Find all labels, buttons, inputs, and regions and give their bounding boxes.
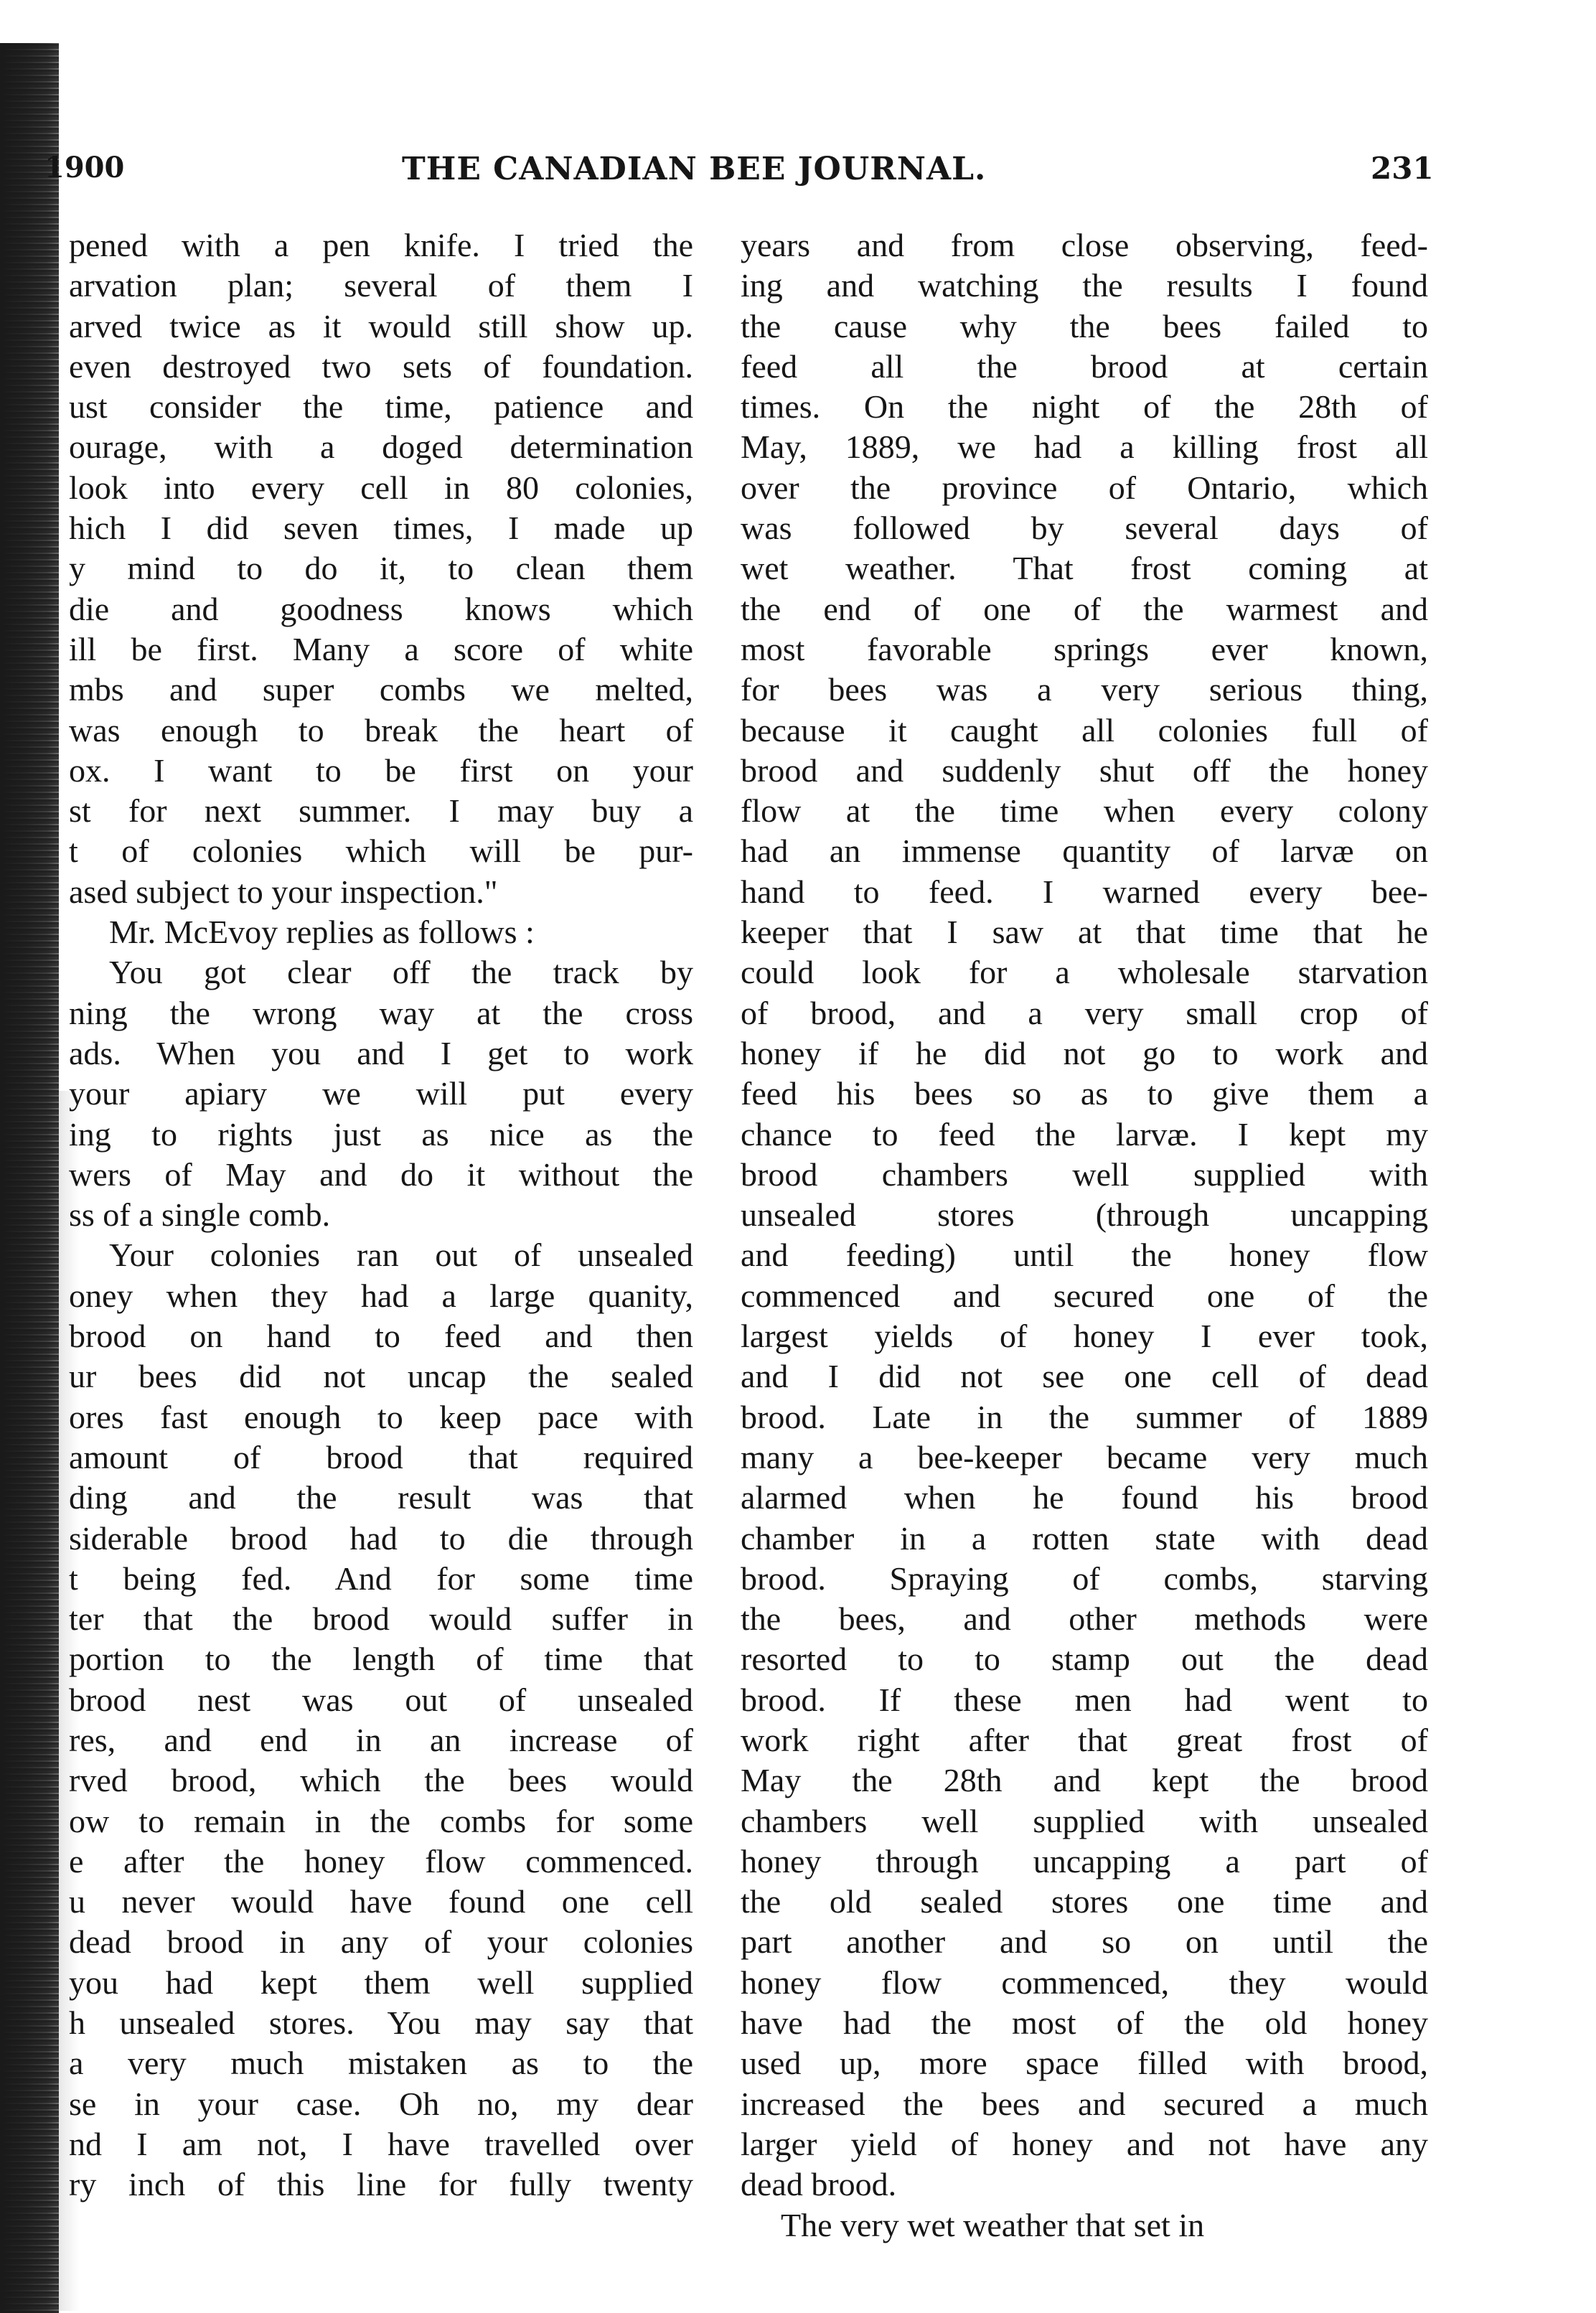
text-line: ning the wrong way at the cross bbox=[69, 994, 693, 1031]
page-number: 231 bbox=[1371, 151, 1434, 186]
text-line: unsealed stores (through uncapping bbox=[741, 1196, 1428, 1234]
text-line: brood. Late in the summer of 1889 bbox=[741, 1398, 1428, 1435]
text-line: ur bees did not uncap the sealed bbox=[69, 1358, 693, 1395]
text-line: commenced and secured one of the bbox=[741, 1277, 1428, 1314]
right-column bbox=[741, 225, 1428, 2246]
text-line: the bees, and other methods were bbox=[741, 1600, 1428, 1638]
text-line: chamber in a rotten state with dead bbox=[741, 1519, 1428, 1557]
text-line: resorted to to stamp out the dead bbox=[741, 1641, 1428, 1678]
text-line: feed his bees so as to give them a bbox=[741, 1075, 1428, 1112]
text-line: ourage, with a doged determination bbox=[69, 428, 693, 466]
text-line: The very wet weather that set in bbox=[781, 2206, 1205, 2243]
text-line: chance to feed the larvæ. I kept my bbox=[741, 1115, 1428, 1153]
text-line: ads. When you and I get to work bbox=[69, 1034, 693, 1071]
text-line: t being fed. And for some time bbox=[69, 1559, 693, 1597]
text-line: part another and so on until the bbox=[741, 1923, 1428, 1961]
text-line: ased subject to your inspection." bbox=[69, 873, 498, 910]
header-year: 1900 bbox=[44, 151, 125, 184]
text-line: die and goodness knows which bbox=[69, 590, 693, 627]
text-line: and I did not see one cell of dead bbox=[741, 1358, 1428, 1395]
text-line: brood on hand to feed and then bbox=[69, 1318, 693, 1355]
text-line: portion to the length of time that bbox=[69, 1641, 693, 1678]
text-line: hand to feed. I warned every bee- bbox=[741, 873, 1428, 910]
text-line: have had the most of the old honey bbox=[741, 2004, 1428, 2042]
text-line: keeper that I saw at that time that he bbox=[741, 914, 1428, 951]
text-line: honey if he did not go to work and bbox=[741, 1034, 1428, 1071]
text-line: larger yield of honey and not have any bbox=[741, 2125, 1428, 2162]
text-line: brood. Spraying of combs, starving bbox=[741, 1559, 1428, 1597]
text-line: pened with a pen knife. I tried the bbox=[69, 227, 693, 263]
text-line: ry inch of this line for fully twenty bbox=[69, 2166, 693, 2203]
text-line: ing and watching the results I found bbox=[741, 267, 1428, 304]
text-line: rved brood, which the bees would bbox=[69, 1762, 693, 1799]
text-line: t of colonies which will be pur- bbox=[69, 832, 693, 870]
text-line: feed all the brood at certain bbox=[741, 347, 1428, 385]
text-line: ss of a single comb. bbox=[69, 1196, 331, 1234]
text-line: even destroyed two sets of foundation. bbox=[69, 347, 693, 385]
text-line: May the 28th and kept the brood bbox=[741, 1762, 1428, 1799]
text-line: ill be first. Many a score of white bbox=[69, 630, 693, 667]
text-line: May, 1889, we had a killing frost all bbox=[741, 428, 1428, 466]
left-column bbox=[69, 225, 693, 2205]
text-line: was enough to break the heart of bbox=[69, 711, 693, 749]
text-line: used up, more space filled with brood, bbox=[741, 2045, 1428, 2082]
text-line: You got clear off the track by bbox=[109, 954, 693, 991]
text-line: many a bee-keeper became very much bbox=[741, 1438, 1428, 1475]
text-line: honey flow commenced, they would bbox=[741, 1964, 1428, 2001]
text-line: Your colonies ran out of unsealed bbox=[109, 1237, 693, 1274]
text-line: ing to rights just as nice as the bbox=[69, 1115, 693, 1153]
text-line: most favorable springs ever known, bbox=[741, 630, 1428, 667]
journal-title: THE CANADIAN BEE JOURNAL. bbox=[402, 151, 987, 187]
text-line: wet weather. That frost coming at bbox=[741, 550, 1428, 587]
text-line: y mind to do it, to clean them bbox=[69, 550, 693, 587]
text-line: of brood, and a very small crop of bbox=[741, 994, 1428, 1031]
text-line: the old sealed stores one time and bbox=[741, 1883, 1428, 1920]
text-line: hich I did seven times, I made up bbox=[69, 510, 693, 547]
text-line: chambers well supplied with unsealed bbox=[741, 1802, 1428, 1839]
text-line: a very much mistaken as to the bbox=[69, 2045, 693, 2082]
text-line: e after the honey flow commenced. bbox=[69, 1842, 693, 1880]
text-line: for bees was a very serious thing, bbox=[741, 671, 1428, 708]
text-line: had an immense quantity of larvæ on bbox=[741, 832, 1428, 870]
text-line: flow at the time when every colony bbox=[741, 792, 1428, 830]
text-line: ust consider the time, patience and bbox=[69, 388, 693, 426]
text-line: times. On the night of the 28th of bbox=[741, 388, 1428, 426]
text-line: u never would have found one cell bbox=[69, 1883, 693, 1920]
text-line: ow to remain in the combs for some bbox=[69, 1802, 693, 1839]
text-line: was followed by several days of bbox=[741, 510, 1428, 547]
text-line: because it caught all colonies full of bbox=[741, 711, 1428, 749]
text-line: brood nest was out of unsealed bbox=[69, 1681, 693, 1718]
text-line: honey through uncapping a part of bbox=[741, 1842, 1428, 1880]
text-line: se in your case. Oh no, my dear bbox=[69, 2085, 693, 2122]
text-line: over the province of Ontario, which bbox=[741, 469, 1428, 506]
text-line: ores fast enough to keep pace with bbox=[69, 1398, 693, 1435]
text-line: your apiary we will put every bbox=[69, 1075, 693, 1112]
text-line: amount of brood that required bbox=[69, 1438, 693, 1475]
text-line: res, and end in an increase of bbox=[69, 1721, 693, 1758]
text-line: oney when they had a large quanity, bbox=[69, 1277, 693, 1314]
text-line: ter that the brood would suffer in bbox=[69, 1600, 693, 1638]
text-line: look into every cell in 80 colonies, bbox=[69, 469, 693, 506]
text-line: brood and suddenly shut off the honey bbox=[741, 751, 1428, 789]
text-line: brood chambers well supplied with bbox=[741, 1155, 1428, 1193]
text-line: nd I am not, I have travelled over bbox=[69, 2125, 693, 2162]
running-head bbox=[0, 151, 1596, 194]
text-line: the cause why the bees failed to bbox=[741, 307, 1428, 344]
text-line: the end of one of the warmest and bbox=[741, 590, 1428, 627]
text-line: brood. If these men had went to bbox=[741, 1681, 1428, 1718]
text-line: mbs and super combs we melted, bbox=[69, 671, 693, 708]
text-line: dead brood. bbox=[741, 2166, 897, 2203]
text-line: siderable brood had to die through bbox=[69, 1519, 693, 1557]
text-line: and feeding) until the honey flow bbox=[741, 1237, 1428, 1274]
text-line: ox. I want to be first on your bbox=[69, 751, 693, 789]
text-line: arvation plan; several of them I bbox=[69, 267, 693, 304]
text-line: arved twice as it would still show up. bbox=[69, 307, 693, 344]
binding-shadow bbox=[0, 43, 59, 2313]
text-line: Mr. McEvoy replies as follows : bbox=[109, 914, 535, 951]
text-line: dead brood in any of your colonies bbox=[69, 1923, 693, 1961]
text-line: years and from close observing, feed- bbox=[741, 227, 1428, 263]
text-line: alarmed when he found his brood bbox=[741, 1479, 1428, 1516]
text-line: ding and the result was that bbox=[69, 1479, 693, 1516]
text-line: you had kept them well supplied bbox=[69, 1964, 693, 2001]
text-line: work right after that great frost of bbox=[741, 1721, 1428, 1758]
text-line: increased the bees and secured a much bbox=[741, 2085, 1428, 2122]
text-line: h unsealed stores. You may say that bbox=[69, 2004, 693, 2042]
text-line: largest yields of honey I ever took, bbox=[741, 1318, 1428, 1355]
text-line: could look for a wholesale starvation bbox=[741, 954, 1428, 991]
text-line: wers of May and do it without the bbox=[69, 1155, 693, 1193]
text-line: st for next summer. I may buy a bbox=[69, 792, 693, 830]
